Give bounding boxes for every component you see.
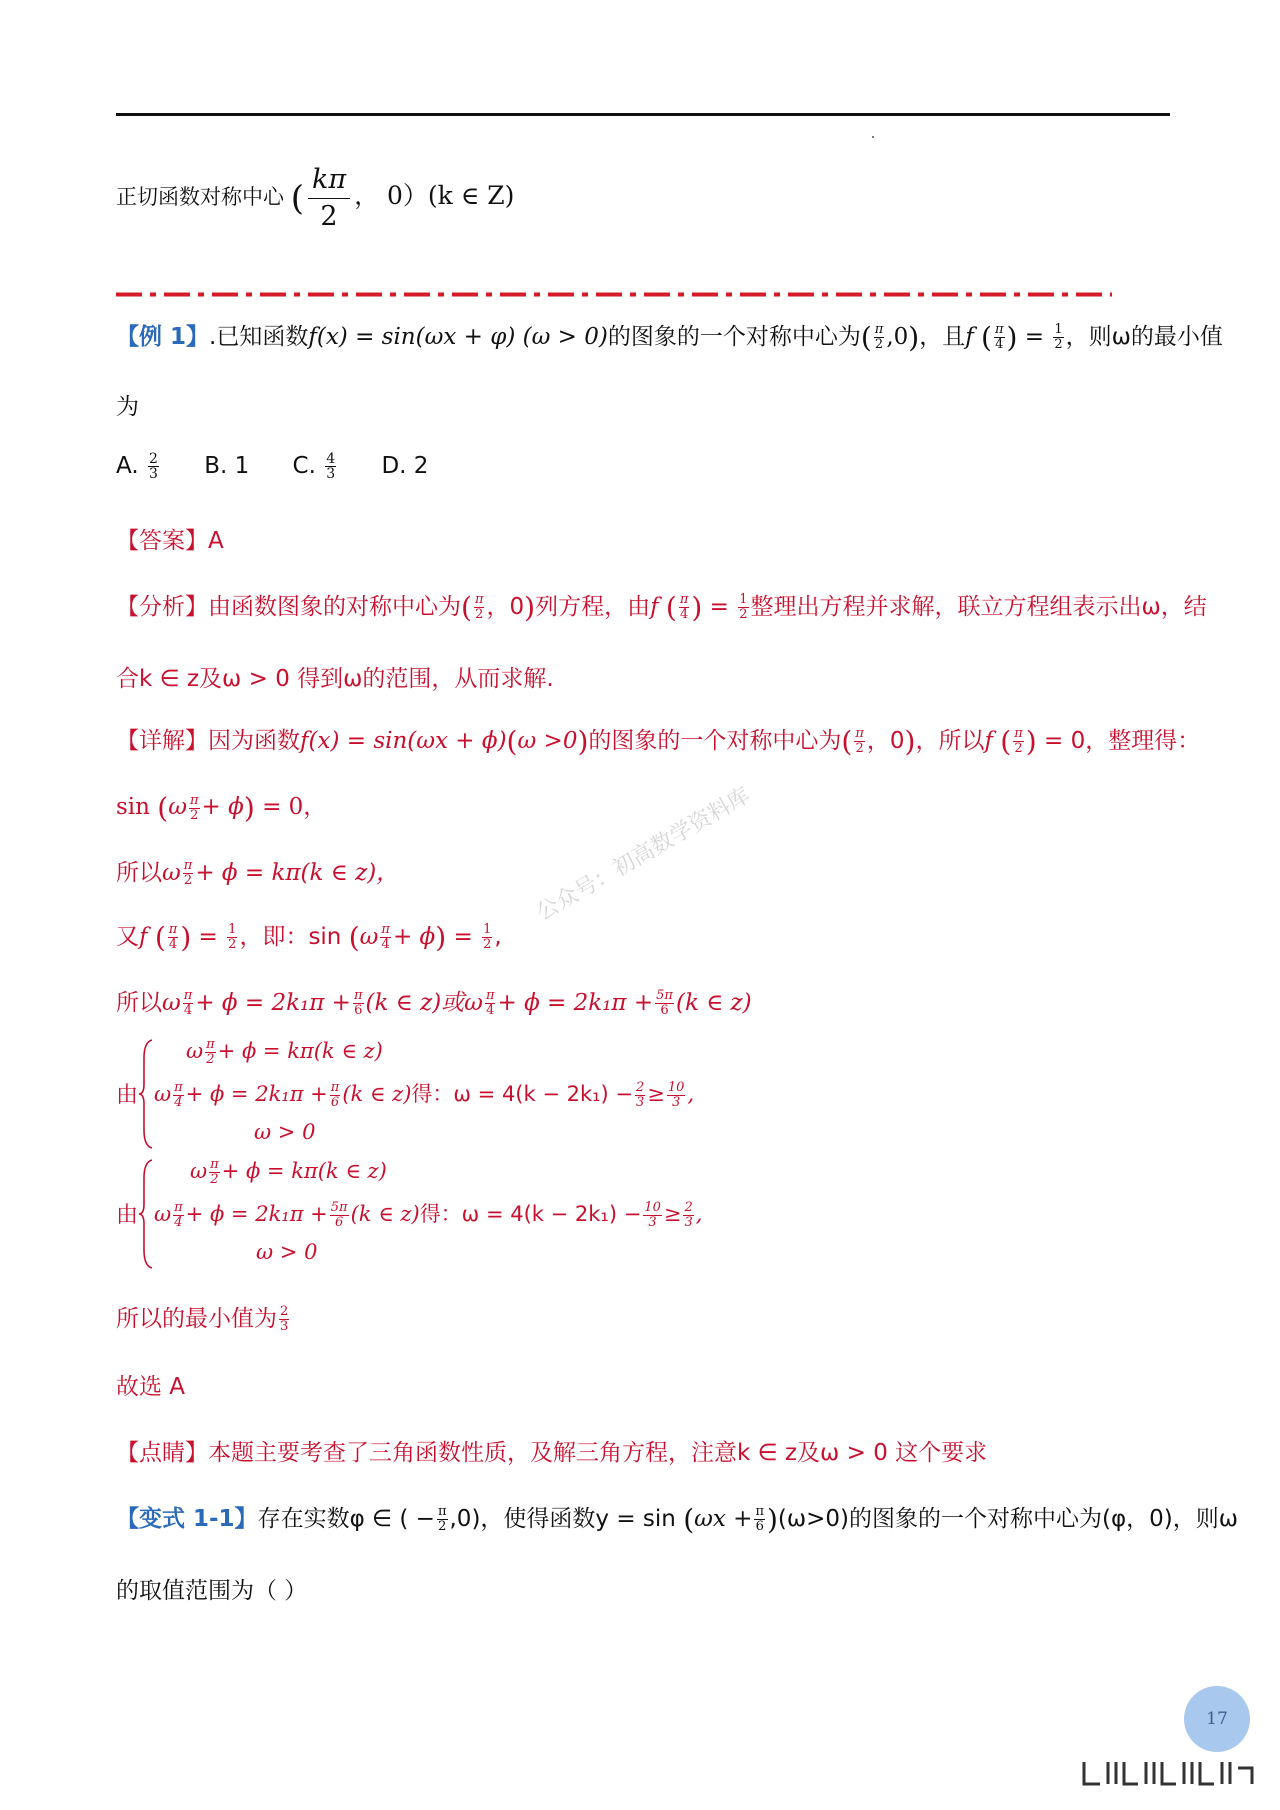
option-a: A. $\frac{2}{3}$ <box>116 451 158 482</box>
intro-rest: ， 0）(k ∈ Z) <box>354 181 515 210</box>
intro-fraction: $\frac{k\pi}{2}$ <box>308 162 350 235</box>
example1-question-line1: 【例 1】.已知函数f(x) = sin(ωx + φ) (ω > 0)的图象的一个对称中心为( $\frac{\pi}{2}$ ,0)，且f ( $\frac{\pi}{4}$ ) = $\frac{1}{2}$ ，则ω的最小值 <box>116 321 1223 354</box>
intro-label: 正切函数对称中心 <box>116 185 284 209</box>
detail-line2: sin (ω $\frac{\pi}{2}$ + ϕ) = 0， <box>116 791 327 825</box>
barcode-icon <box>1080 1758 1260 1788</box>
detail-line3: 所以ω $\frac{\pi}{2}$ + ϕ = kπ(k ∈ z)， <box>116 858 400 888</box>
option-d: D. 2 <box>381 453 429 479</box>
analysis-line2: 合k ∈ z及ω > 0 得到ω的范围，从而求解. <box>116 666 554 692</box>
example1-options <box>116 452 428 481</box>
detail-line1: 【详解】因为函数f(x) = sin(ωx + ϕ)(ω >0)的图象的一个对称中心为( $\frac{\pi}{2}$ ，0)，所以f ( $\frac{\pi}{2}$ ) = 0，整理得： <box>116 725 1201 758</box>
choose-line: 故选 A <box>116 1374 186 1400</box>
variant-line2: 的取值范围为（ ） <box>116 1578 308 1604</box>
analysis-line1: 【分析】由函数图象的对称中心为( $\frac{\pi}{2}$ ，0)列方程，由f ( $\frac{\pi}{4}$ ) = $\frac{1}{2}$ 整理出方程并求解，联立方程组表示出ω，结 <box>116 591 1207 624</box>
header-rule <box>116 113 1170 116</box>
variant-line1: 【变式 1-1】存在实数φ ∈ ( − $\frac{\pi}{2}$ ,0)，使得函数y = sin (ωx + $\frac{\pi}{6}$ )(ω>0)的图象的一个对称中心为(φ，0)，则ω <box>116 1503 1239 1536</box>
detail-line5: 所以ω $\frac{\pi}{4}$ + ϕ = 2k₁π + $\frac{\pi}{6}$ (k ∈ z)或ω $\frac{\pi}{4}$ + ϕ = 2k₁π + $\frac{5\pi}{6}$ (k ∈ z) <box>116 988 752 1018</box>
comment-line: 【点睛】本题主要考查了三角函数性质，及解三角方程，注意k ∈ z及ω > 0 这个要求 <box>116 1440 988 1466</box>
equation-system-1: 由 ω $\frac{\pi}{2}$ + ϕ = kπ(k ∈ z) ω $\frac{\pi}{4}$ + ϕ = 2k₁π + $\frac{\pi}{6}$ (k ∈ z)得：ω = 4(k − 2k₁) − $\frac{2}{3}$ ≥ $\frac{10}{3}$ , ω > 0 <box>116 1038 816 1150</box>
option-c: C. $\frac{4}{3}$ <box>292 451 336 482</box>
section-separator <box>116 292 1112 297</box>
answer-line: 【答案】A <box>116 528 224 554</box>
detail-line4: 又f ( $\frac{\pi}{4}$ ) = $\frac{1}{2}$ ，即：sin (ω $\frac{\pi}{4}$ + ϕ) = $\frac{1}{2}$ , <box>116 921 502 954</box>
tangent-center-line: 正切函数对称中心 ( $\frac{k\pi}{2}$ ， 0）(k ∈ Z) <box>116 162 514 235</box>
watermark: 公众号：初高数学资料库 <box>532 783 755 926</box>
min-value-line: 所以的最小值为 $\frac{2}{3}$ <box>116 1304 289 1334</box>
speck <box>872 136 874 138</box>
page-number: 17 <box>1184 1686 1250 1752</box>
equation-system-2: 由 ω $\frac{\pi}{2}$ + ϕ = kπ(k ∈ z) ω $\frac{\pi}{4}$ + ϕ = 2k₁π + $\frac{5\pi}{6}$ (k ∈ z)得：ω = 4(k − 2k₁) − $\frac{10}{3}$ ≥ $\frac{2}{3}$ , ω > 0 <box>116 1158 836 1270</box>
brace-2 <box>138 1158 154 1270</box>
option-b: B. 1 <box>204 453 250 479</box>
variant-tag: 【变式 1-1】 <box>116 1506 258 1532</box>
brace-1 <box>138 1038 154 1150</box>
example1-question-line2: 为 <box>116 394 139 420</box>
example-tag: 【例 1】 <box>116 324 210 350</box>
